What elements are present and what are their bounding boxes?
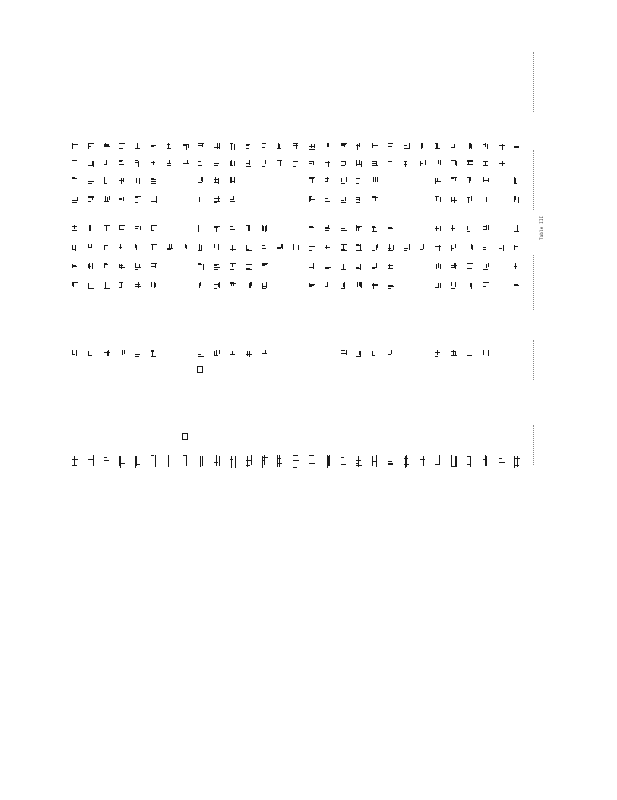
table-glyph xyxy=(72,177,79,185)
table-glyph xyxy=(309,225,316,233)
table-glyph xyxy=(372,177,379,185)
table-glyph xyxy=(499,160,506,168)
table-glyph xyxy=(72,160,79,168)
table-glyph xyxy=(277,455,284,469)
table-glyph xyxy=(246,282,253,290)
table-glyph xyxy=(135,350,142,358)
table-glyph xyxy=(151,225,158,233)
table-glyph xyxy=(72,225,79,233)
table-glyph xyxy=(325,263,332,271)
table-glyph xyxy=(135,143,142,151)
table-glyph xyxy=(230,225,237,233)
table-glyph xyxy=(104,350,111,358)
table-glyph xyxy=(341,282,348,290)
table-glyph xyxy=(435,196,442,204)
table-glyph xyxy=(262,225,269,233)
table-glyph xyxy=(167,160,174,168)
table-glyph xyxy=(325,160,332,168)
table-glyph xyxy=(214,350,221,358)
table-glyph xyxy=(72,350,79,358)
table-caption: Table III xyxy=(539,215,544,240)
table-glyph xyxy=(72,143,79,151)
table-glyph xyxy=(467,350,474,358)
table-glyph xyxy=(341,225,348,233)
table-glyph xyxy=(214,177,221,185)
table-glyph xyxy=(230,282,237,290)
table-glyph xyxy=(167,244,174,252)
table-glyph xyxy=(372,225,379,233)
table-glyph xyxy=(198,282,205,290)
table-glyph xyxy=(214,455,221,469)
table-glyph xyxy=(246,225,253,233)
table-glyph xyxy=(451,143,458,151)
table-glyph xyxy=(404,143,411,151)
table-glyph xyxy=(467,196,474,204)
table-glyph xyxy=(88,225,95,233)
table-glyph xyxy=(483,143,490,151)
table-glyph xyxy=(435,244,442,252)
table-glyph xyxy=(514,177,521,185)
table-glyph xyxy=(372,282,379,290)
table-glyph xyxy=(135,263,142,271)
table-glyph xyxy=(72,282,79,290)
table-glyph xyxy=(467,143,474,151)
table-glyph xyxy=(198,350,205,358)
table-glyph xyxy=(388,282,395,290)
table-glyph xyxy=(293,244,300,252)
table-glyph xyxy=(104,196,111,204)
table-glyph xyxy=(119,350,126,358)
table-glyph xyxy=(214,282,221,290)
table-glyph xyxy=(151,196,158,204)
table-glyph xyxy=(119,225,126,233)
table-glyph xyxy=(483,455,490,469)
table-glyph xyxy=(246,244,253,252)
table-glyph xyxy=(88,143,95,151)
table-glyph xyxy=(72,455,79,469)
table-glyph xyxy=(341,196,348,204)
table-glyph xyxy=(72,263,79,271)
table-glyph xyxy=(119,244,126,252)
table-glyph xyxy=(262,160,269,168)
table-glyph xyxy=(151,143,158,151)
table-glyph xyxy=(483,196,490,204)
mid-rule xyxy=(533,255,534,310)
table-glyph xyxy=(135,225,142,233)
bottom-rule xyxy=(533,425,534,465)
table-glyph xyxy=(104,244,111,252)
table-glyph xyxy=(151,455,158,469)
table-glyph xyxy=(198,160,205,168)
table-glyph xyxy=(341,350,348,358)
table-glyph xyxy=(262,143,269,151)
table-glyph xyxy=(356,282,363,290)
table-glyph xyxy=(514,455,521,469)
table-glyph xyxy=(435,177,442,185)
table-glyph xyxy=(467,455,474,469)
table-glyph xyxy=(214,244,221,252)
table-glyph xyxy=(183,455,190,469)
table-glyph xyxy=(72,244,79,252)
table-glyph xyxy=(341,160,348,168)
table-glyph xyxy=(451,455,458,469)
table-glyph xyxy=(135,455,142,469)
table-glyph xyxy=(151,244,158,252)
table-glyph xyxy=(198,244,205,252)
table-glyph xyxy=(88,160,95,168)
table-glyph xyxy=(356,455,363,469)
table-glyph xyxy=(483,282,490,290)
table-glyph xyxy=(435,455,442,469)
table-glyph xyxy=(483,225,490,233)
table-glyph xyxy=(435,160,442,168)
table-glyph xyxy=(356,196,363,204)
table-glyph xyxy=(214,196,221,204)
table-glyph xyxy=(499,455,506,469)
table-glyph xyxy=(88,350,95,358)
table-glyph xyxy=(388,160,395,168)
table-glyph xyxy=(198,263,205,271)
table-glyph xyxy=(246,160,253,168)
table-glyph xyxy=(388,455,395,469)
table-glyph xyxy=(435,263,442,271)
table-glyph xyxy=(246,143,253,151)
table-glyph xyxy=(309,177,316,185)
table-glyph xyxy=(404,455,411,469)
table-glyph xyxy=(119,196,126,204)
table-glyph xyxy=(293,160,300,168)
table-glyph xyxy=(325,143,332,151)
table-glyph xyxy=(262,282,269,290)
table-glyph xyxy=(181,432,188,441)
table-glyph xyxy=(420,244,427,252)
table-glyph xyxy=(435,143,442,151)
table-glyph xyxy=(372,160,379,168)
table-glyph xyxy=(214,143,221,151)
table-glyph xyxy=(325,244,332,252)
table-glyph xyxy=(88,263,95,271)
lower-rule xyxy=(533,340,534,380)
table-glyph xyxy=(183,160,190,168)
table-glyph xyxy=(514,196,521,204)
table-glyph xyxy=(135,177,142,185)
table-glyph xyxy=(230,196,237,204)
table-glyph xyxy=(88,177,95,185)
table-glyph xyxy=(119,263,126,271)
table-glyph xyxy=(198,455,205,469)
table-glyph xyxy=(325,282,332,290)
table-glyph xyxy=(388,143,395,151)
table-glyph xyxy=(483,160,490,168)
caption-rule xyxy=(533,150,534,210)
table-glyph xyxy=(104,263,111,271)
table-glyph xyxy=(404,244,411,252)
table-glyph xyxy=(167,455,174,469)
table-glyph xyxy=(230,455,237,469)
table-glyph xyxy=(341,455,348,469)
table-glyph xyxy=(183,244,190,252)
table-glyph xyxy=(183,143,190,151)
table-glyph xyxy=(167,143,174,151)
table-glyph xyxy=(451,350,458,358)
table-glyph xyxy=(451,263,458,271)
table-glyph xyxy=(356,263,363,271)
table-glyph xyxy=(135,244,142,252)
table-glyph xyxy=(119,177,126,185)
table-glyph xyxy=(356,177,363,185)
table-glyph xyxy=(435,225,442,233)
table-glyph xyxy=(246,350,253,358)
table-glyph xyxy=(499,244,506,252)
table-glyph xyxy=(514,244,521,252)
table-glyph xyxy=(151,160,158,168)
table-glyph xyxy=(420,143,427,151)
table-glyph xyxy=(104,455,111,469)
table-glyph xyxy=(372,196,379,204)
top-rule xyxy=(533,52,534,112)
table-glyph xyxy=(451,160,458,168)
table-glyph xyxy=(214,160,221,168)
table-glyph xyxy=(483,177,490,185)
table-glyph xyxy=(230,350,237,358)
table-glyph xyxy=(293,455,300,469)
table-glyph xyxy=(483,263,490,271)
table-glyph xyxy=(483,244,490,252)
table-glyph xyxy=(451,177,458,185)
table-glyph xyxy=(104,177,111,185)
table-glyph xyxy=(230,244,237,252)
table-glyph xyxy=(198,177,205,185)
table-glyph xyxy=(451,244,458,252)
table-glyph xyxy=(196,365,203,374)
table-glyph xyxy=(309,160,316,168)
table-glyph xyxy=(246,263,253,271)
table-glyph xyxy=(119,143,126,151)
table-glyph xyxy=(119,455,126,469)
table-glyph xyxy=(356,160,363,168)
table-glyph xyxy=(325,196,332,204)
table-glyph xyxy=(356,143,363,151)
table-glyph xyxy=(372,143,379,151)
table-glyph xyxy=(151,282,158,290)
table-glyph xyxy=(341,177,348,185)
table-glyph xyxy=(467,244,474,252)
table-glyph xyxy=(198,143,205,151)
table-glyph xyxy=(230,143,237,151)
table-glyph xyxy=(214,225,221,233)
table-glyph xyxy=(325,177,332,185)
table-glyph xyxy=(214,263,221,271)
table-glyph xyxy=(309,244,316,252)
table-glyph xyxy=(451,196,458,204)
table-glyph xyxy=(404,160,411,168)
table-glyph xyxy=(514,263,521,271)
table-glyph xyxy=(309,455,316,469)
table-glyph xyxy=(341,263,348,271)
table-glyph xyxy=(262,263,269,271)
table-glyph xyxy=(483,350,490,358)
table-glyph xyxy=(420,160,427,168)
table-glyph xyxy=(135,282,142,290)
table-glyph xyxy=(104,160,111,168)
table-glyph xyxy=(104,143,111,151)
table-glyph xyxy=(435,350,442,358)
table-glyph xyxy=(467,263,474,271)
table-glyph xyxy=(119,282,126,290)
table-glyph xyxy=(467,282,474,290)
table-glyph xyxy=(151,177,158,185)
table-glyph xyxy=(309,196,316,204)
table-glyph xyxy=(135,196,142,204)
table-glyph xyxy=(104,282,111,290)
table-glyph xyxy=(325,455,332,469)
table-glyph xyxy=(372,455,379,469)
table-glyph xyxy=(356,244,363,252)
table-glyph xyxy=(420,455,427,469)
table-glyph xyxy=(388,263,395,271)
table-glyph xyxy=(451,225,458,233)
table-glyph xyxy=(198,196,205,204)
table-glyph xyxy=(388,225,395,233)
table-glyph xyxy=(514,225,521,233)
table-glyph xyxy=(309,263,316,271)
table-glyph xyxy=(356,225,363,233)
table-glyph xyxy=(309,143,316,151)
table-glyph xyxy=(325,225,332,233)
table-glyph xyxy=(514,282,521,290)
table-glyph xyxy=(230,177,237,185)
table-glyph xyxy=(246,455,253,469)
table-glyph xyxy=(119,160,126,168)
table-glyph xyxy=(72,196,79,204)
table-glyph xyxy=(356,350,363,358)
table-glyph xyxy=(372,350,379,358)
table-glyph xyxy=(198,225,205,233)
table-glyph xyxy=(451,282,458,290)
table-glyph xyxy=(104,225,111,233)
table-glyph xyxy=(388,350,395,358)
table-glyph xyxy=(467,225,474,233)
table-glyph xyxy=(514,143,521,151)
table-glyph xyxy=(372,244,379,252)
table-glyph xyxy=(262,244,269,252)
table-glyph xyxy=(277,143,284,151)
table-glyph xyxy=(151,263,158,271)
table-glyph xyxy=(262,455,269,469)
table-glyph xyxy=(467,160,474,168)
table-glyph xyxy=(230,263,237,271)
table-glyph xyxy=(499,143,506,151)
table-glyph xyxy=(388,244,395,252)
table-glyph xyxy=(372,263,379,271)
table-glyph xyxy=(341,244,348,252)
table-glyph xyxy=(135,160,142,168)
table-glyph xyxy=(277,244,284,252)
table-glyph xyxy=(88,282,95,290)
table-glyph xyxy=(262,350,269,358)
table-glyph xyxy=(435,282,442,290)
table-glyph xyxy=(309,282,316,290)
table-glyph xyxy=(230,160,237,168)
table-glyph xyxy=(88,244,95,252)
table-glyph xyxy=(341,143,348,151)
table-glyph xyxy=(277,160,284,168)
table-glyph xyxy=(151,350,158,358)
table-glyph xyxy=(88,196,95,204)
table-glyph xyxy=(88,455,95,469)
table-glyph xyxy=(293,143,300,151)
table-glyph xyxy=(467,177,474,185)
